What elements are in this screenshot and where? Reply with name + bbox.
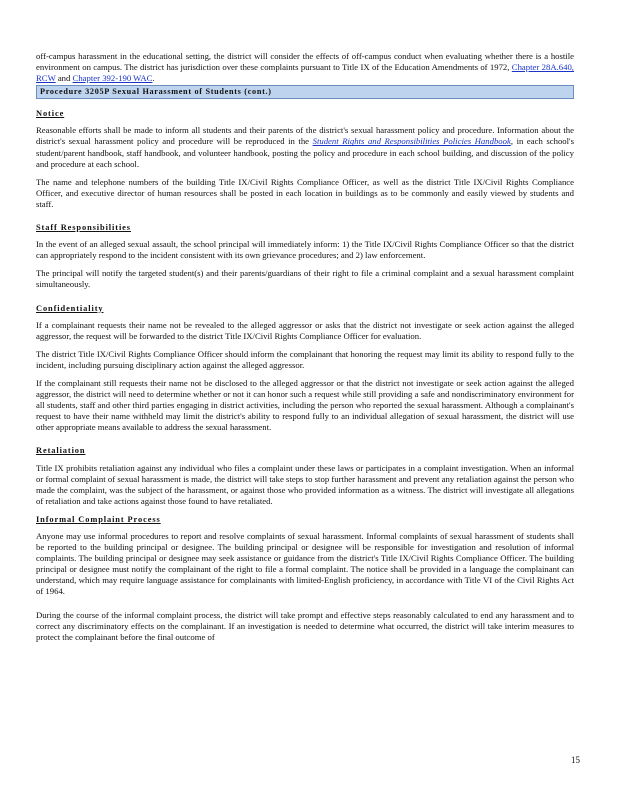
intro-text-and: and xyxy=(55,73,73,84)
page-number: 15 xyxy=(571,755,580,765)
procedure-banner: Procedure 3205P Sexual Harassment of Students (cont.) xyxy=(36,85,574,99)
heading-informal-complaint: Informal Complaint Process xyxy=(36,514,161,524)
confidentiality-paragraph-1: If a complainant requests their name not be revealed to the alleged aggressor or asks that the district not investigate or seek action against the alleged aggressor, the request will be forwarded to the district Title IX/Civil Rights Compliance Officer for evaluation. xyxy=(36,319,574,341)
heading-confidentiality: Confidentiality xyxy=(36,303,104,313)
confidentiality-paragraph-3: If the complainant still requests their name not be disclosed to the alleged aggressor or that the district not investigate or seek action against the alleged aggressor, the district will need to determine whether or not it can honor such a request while still providing a safe and nondiscriminatory environment for all students, staff and other third parties engaging in district activities, including the person who reported the sexual harassment. Although a complainant's request to have their name withheld may limit the district's ability to respond fully to an individual allegation of sexual harassment, the district will use other appropriate means available to address the sexual harassment. xyxy=(36,377,574,433)
informal-paragraph-1: Anyone may use informal procedures to report and resolve complaints of sexual harassment. Informal complaints of sexual harassment of students shall be reported to the building principal or designee. The building principal or designee will be responsible for investigation and resolution of informal complaints. The building principal or designee may seek assistance or guidance from the district's Title IX/Civil Rights Compliance Officer. The building principal or designee must notify the complainant of the right to file a formal complaint. The notice shall be provided in a language the complainant can understand, which may require language assistance for complainants with limited-English proficiency, in accordance with Title VI of the Civil Rights Act of 1964. xyxy=(36,531,574,597)
staff-paragraph-2: The principal will notify the targeted student(s) and their parents/guardians of their right to file a criminal complaint and a sexual harassment complaint simultaneously. xyxy=(36,268,574,290)
page-content xyxy=(36,51,574,643)
staff-paragraph-1: In the event of an alleged sexual assault, the school principal will immediately inform: 1) the Title IX/Civil Rights Compliance Officer so that the district can appropriately respond to the incident consistent with its own grievance procedures; and 2) law enforcement. xyxy=(36,239,574,261)
notice-text-cont: , in each school's student/parent handbook, staff handbook, and volunteer handbook, posting the policy and procedure in each school building, and discussion of the policy and procedure at each school. xyxy=(36,136,574,169)
intro-paragraph xyxy=(36,51,574,84)
heading-staff-responsibilities: Staff Responsibilities xyxy=(36,223,131,233)
informal-paragraph-2: During the course of the informal complaint process, the district will take prompt and effective steps reasonably calculated to end any harassment and to correct any discriminatory effects on the complainant. If an investigation is needed to determine what occurred, the district will take interim measures to protect the complainant before the final outcome of xyxy=(36,609,574,642)
heading-notice: Notice xyxy=(36,109,65,119)
confidentiality-paragraph-2: The district Title IX/Civil Rights Compliance Officer should inform the complainant that honoring the request may limit its ability to respond fully to the incident, including pursuing disciplinary action against the alleged aggressor. xyxy=(36,348,574,370)
notice-paragraph-1 xyxy=(36,125,574,169)
notice-paragraph-2: The name and telephone numbers of the building Title IX/Civil Rights Compliance Officer, as well as the district Title IX/Civil Rights Compliance Officer, and executive director of human resources shall be posted in each location in buildings as to be commonly and easily viewed by students and staff. xyxy=(36,176,574,209)
heading-retaliation: Retaliation xyxy=(36,446,86,456)
link-rcw[interactable]: Chapter 28A.640, RCW xyxy=(36,62,574,84)
link-handbook[interactable]: Student Rights and Responsibilities Policies Handbook xyxy=(312,136,511,147)
retaliation-paragraph: Title IX prohibits retaliation against any individual who files a complaint under these laws or participates in a complaint investigation. When an informal or formal complaint of sexual harassment is made, the district will take steps to stop further harassment and prevent any retaliation against the person who made the complaint, was the subject of the harassment, or against those who provided information as a witness. The district will investigate all allegations of retaliation and take actions against those found to have retaliated. xyxy=(36,462,574,506)
link-wac[interactable]: Chapter 392-190 WAC xyxy=(72,73,153,84)
intro-text-end: . xyxy=(152,73,155,84)
notice-text: Reasonable efforts shall be made to inform all students and their parents of the district's sexual harassment policy and procedure. Information about the district's sexual harassment policy and procedure will be reproduced in the xyxy=(36,125,574,147)
intro-text: off-campus harassment in the educational setting, the district will consider the effects of off-campus conduct when evaluating whether there is a hostile environment on campus. The district has jurisdiction over these complaints pursuant to Title IX of the Education Amendments of 1972, xyxy=(36,51,574,73)
